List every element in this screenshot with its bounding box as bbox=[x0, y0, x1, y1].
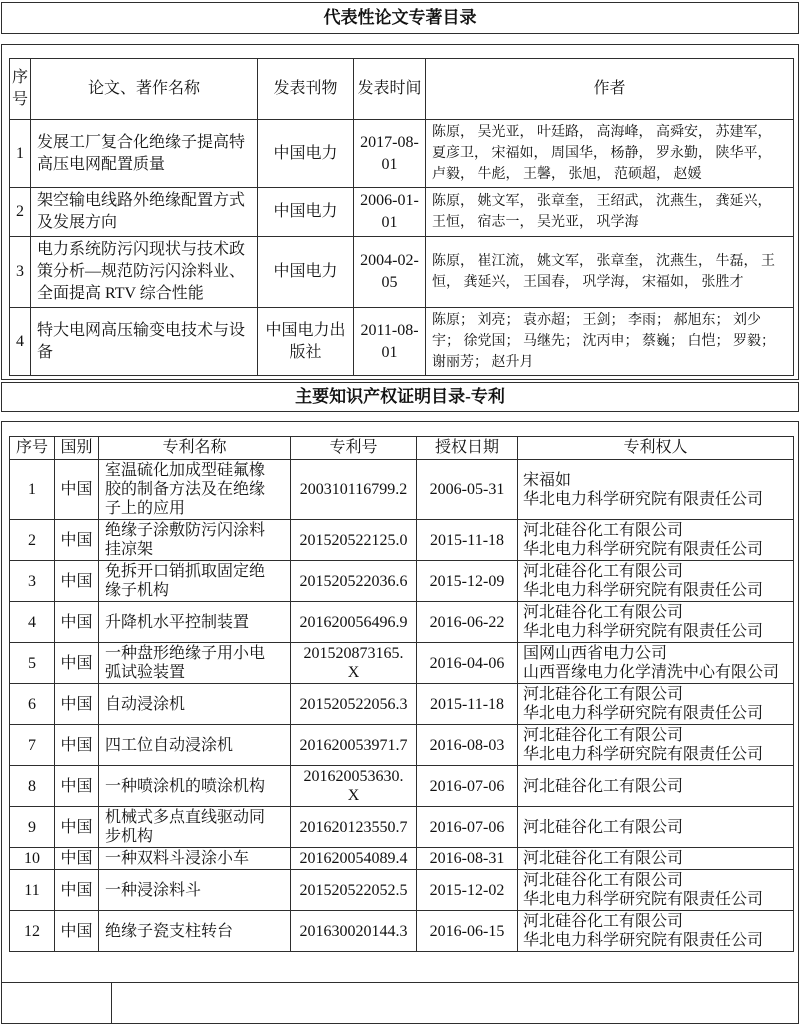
patent-date-cell: 2015-11-18 bbox=[417, 520, 518, 561]
patent-no-cell: 8 bbox=[10, 766, 55, 807]
patent-owner-cell: 河北硅谷化工有限公司 华北电力科学研究院有限责任公司 bbox=[518, 725, 794, 766]
patent-no-cell: 9 bbox=[10, 807, 55, 848]
papers-table-body bbox=[10, 120, 794, 376]
patent-date-cell: 2016-08-31 bbox=[417, 848, 518, 870]
patent-date-cell: 2016-06-22 bbox=[417, 602, 518, 643]
patent-name-cell: 四工位自动浸涂机 bbox=[99, 725, 291, 766]
patent-date-cell: 2006-05-31 bbox=[417, 460, 518, 520]
paper-authors-cell: 陈原； 刘亮； 袁亦超； 王剑； 李雨； 郝旭东； 刘少宇； 徐党国； 马继先； 沈丙申； 蔡巍； 白恺； 罗毅； 谢丽芳； 赵升月 bbox=[426, 308, 794, 376]
patent-name-cell: 机械式多点直线驱动同步机构 bbox=[99, 807, 291, 848]
patent-number-cell: 201520522052.5 bbox=[291, 870, 417, 911]
patent-date-cell: 2015-12-09 bbox=[417, 561, 518, 602]
patent-owner-cell: 河北硅谷化工有限公司 华北电力科学研究院有限责任公司 bbox=[518, 684, 794, 725]
patents-table bbox=[9, 436, 794, 952]
paper-authors-cell: 陈原， 崔江流， 姚文军， 张章奎， 沈燕生， 牛磊， 王恒， 龚延兴， 王国春， 巩学海， 宋福如， 张胜才 bbox=[426, 237, 794, 308]
patent-country-cell: 中国 bbox=[55, 911, 99, 952]
patent-date-cell: 2016-07-06 bbox=[417, 766, 518, 807]
patent-date-cell: 2015-11-18 bbox=[417, 684, 518, 725]
patent-number-cell: 201520522125.0 bbox=[291, 520, 417, 561]
next-section-partial-box bbox=[1, 982, 799, 1024]
patent-name-cell: 一种浸涂料斗 bbox=[99, 870, 291, 911]
patents-section-title-box bbox=[1, 382, 799, 412]
patent-country-cell: 中国 bbox=[55, 684, 99, 725]
paper-journal-cell: 中国电力 bbox=[258, 188, 354, 237]
patent-date-cell: 2016-08-03 bbox=[417, 725, 518, 766]
patent-no-cell: 11 bbox=[10, 870, 55, 911]
col-header-paper-authors: 作者 bbox=[426, 59, 794, 120]
patent-owner-cell: 河北硅谷化工有限公司 华北电力科学研究院有限责任公司 bbox=[518, 602, 794, 643]
paper-authors-cell: 陈原， 姚文军， 张章奎， 王绍武， 沈燕生， 龚延兴， 王恒， 宿志一， 吴光亚， 巩学海 bbox=[426, 188, 794, 237]
patent-owner-cell: 宋福如 华北电力科学研究院有限责任公司 bbox=[518, 460, 794, 520]
patent-name-cell: 绝缘子涂敷防污闪涂料挂凉架 bbox=[99, 520, 291, 561]
patent-table-row bbox=[10, 684, 794, 725]
col-header-patent-owner: 专利权人 bbox=[518, 437, 794, 460]
patent-name-cell: 一种盘形绝缘子用小电弧试验装置 bbox=[99, 643, 291, 684]
patent-name-cell: 一种喷涂机的喷涂机构 bbox=[99, 766, 291, 807]
col-header-paper-title: 论文、著作名称 bbox=[31, 59, 258, 120]
patent-number-cell: 201520522036.6 bbox=[291, 561, 417, 602]
paper-title-cell: 特大电网高压输变电技术与设备 bbox=[31, 308, 258, 376]
paper-date-cell: 2004-02-05 bbox=[354, 237, 426, 308]
patent-number-cell: 200310116799.2 bbox=[291, 460, 417, 520]
patents-table-header bbox=[10, 437, 794, 460]
patent-number-cell: 201520522056.3 bbox=[291, 684, 417, 725]
patent-number-cell: 201620054089.4 bbox=[291, 848, 417, 870]
paper-date-cell: 2011-08-01 bbox=[354, 308, 426, 376]
patent-table-row bbox=[10, 460, 794, 520]
papers-section-title-box bbox=[1, 2, 799, 34]
patent-no-cell: 2 bbox=[10, 520, 55, 561]
patent-table-row bbox=[10, 870, 794, 911]
patent-name-cell: 绝缘子瓷支柱转台 bbox=[99, 911, 291, 952]
col-header-patent-date: 授权日期 bbox=[417, 437, 518, 460]
patent-country-cell: 中国 bbox=[55, 460, 99, 520]
paper-no-cell: 3 bbox=[10, 237, 31, 308]
patent-table-row bbox=[10, 848, 794, 870]
paper-no-cell: 2 bbox=[10, 188, 31, 237]
patent-country-cell: 中国 bbox=[55, 870, 99, 911]
patent-table-row bbox=[10, 520, 794, 561]
col-header-paper-no: 序号 bbox=[10, 59, 31, 120]
patent-owner-cell: 河北硅谷化工有限公司 华北电力科学研究院有限责任公司 bbox=[518, 561, 794, 602]
patent-table-row bbox=[10, 807, 794, 848]
paper-title-cell: 电力系统防污闪现状与技术政策分析—规范防污闪涂料业、全面提高 RTV 综合性能 bbox=[31, 237, 258, 308]
patent-no-cell: 1 bbox=[10, 460, 55, 520]
patent-no-cell: 12 bbox=[10, 911, 55, 952]
paper-date-cell: 2006-01-01 bbox=[354, 188, 426, 237]
patent-table-row bbox=[10, 643, 794, 684]
patent-number-cell: 201630020144.3 bbox=[291, 911, 417, 952]
paper-date-cell: 2017-08-01 bbox=[354, 120, 426, 188]
paper-no-cell: 1 bbox=[10, 120, 31, 188]
patent-date-cell: 2015-12-02 bbox=[417, 870, 518, 911]
patent-number-cell: 201620053971.7 bbox=[291, 725, 417, 766]
col-header-patent-country: 国别 bbox=[55, 437, 99, 460]
patent-no-cell: 10 bbox=[10, 848, 55, 870]
paper-table-row bbox=[10, 237, 794, 308]
patent-no-cell: 5 bbox=[10, 643, 55, 684]
patent-name-cell: 室温硫化加成型硅氟橡胶的制备方法及在绝缘子上的应用 bbox=[99, 460, 291, 520]
patent-name-cell: 免拆开口销抓取固定绝缘子机构 bbox=[99, 561, 291, 602]
patent-number-cell: 201620123550.7 bbox=[291, 807, 417, 848]
patent-country-cell: 中国 bbox=[55, 807, 99, 848]
col-header-patent-number: 专利号 bbox=[291, 437, 417, 460]
patent-country-cell: 中国 bbox=[55, 561, 99, 602]
patent-country-cell: 中国 bbox=[55, 602, 99, 643]
patent-date-cell: 2016-07-06 bbox=[417, 807, 518, 848]
patent-name-cell: 自动浸涂机 bbox=[99, 684, 291, 725]
patent-country-cell: 中国 bbox=[55, 848, 99, 870]
papers-section-box bbox=[1, 44, 799, 380]
papers-section-title: 代表性论文专著目录 bbox=[323, 8, 477, 27]
patent-no-cell: 6 bbox=[10, 684, 55, 725]
patents-header-row bbox=[10, 437, 794, 460]
patent-owner-cell: 河北硅谷化工有限公司 bbox=[518, 848, 794, 870]
papers-table-header bbox=[10, 59, 794, 120]
paper-table-row bbox=[10, 188, 794, 237]
papers-header-row bbox=[10, 59, 794, 120]
paper-table-row bbox=[10, 120, 794, 188]
patent-owner-cell: 河北硅谷化工有限公司 华北电力科学研究院有限责任公司 bbox=[518, 870, 794, 911]
col-header-patent-name: 专利名称 bbox=[99, 437, 291, 460]
patent-name-cell: 升降机水平控制装置 bbox=[99, 602, 291, 643]
patent-table-row bbox=[10, 561, 794, 602]
patent-table-row bbox=[10, 766, 794, 807]
patents-section-box bbox=[1, 421, 799, 983]
patent-owner-cell: 河北硅谷化工有限公司 华北电力科学研究院有限责任公司 bbox=[518, 911, 794, 952]
paper-authors-cell: 陈原， 吴光亚， 叶廷路， 高海峰， 高舜安， 苏建军， 夏彦卫， 宋福如， 周国华， 杨静， 罗永勤， 陕华平， 卢毅， 牛彪， 王馨， 张旭， 范硕超， 赵媛 bbox=[426, 120, 794, 188]
patent-country-cell: 中国 bbox=[55, 725, 99, 766]
paper-title-cell: 发展工厂复合化绝缘子提高特高压电网配置质量 bbox=[31, 120, 258, 188]
patent-country-cell: 中国 bbox=[55, 643, 99, 684]
patent-table-row bbox=[10, 911, 794, 952]
col-header-paper-date: 发表时间 bbox=[354, 59, 426, 120]
patent-owner-cell: 国网山西省电力公司 山西晋缘电力化学清洗中心有限公司 bbox=[518, 643, 794, 684]
col-header-patent-no: 序号 bbox=[10, 437, 55, 460]
patent-date-cell: 2016-06-15 bbox=[417, 911, 518, 952]
paper-journal-cell: 中国电力 bbox=[258, 237, 354, 308]
patent-no-cell: 3 bbox=[10, 561, 55, 602]
patents-section-title: 主要知识产权证明目录-专利 bbox=[295, 387, 505, 406]
patent-name-cell: 一种双料斗浸涂小车 bbox=[99, 848, 291, 870]
patent-number-cell: 201620053630.X bbox=[291, 766, 417, 807]
paper-no-cell: 4 bbox=[10, 308, 31, 376]
paper-title-cell: 架空输电线路外绝缘配置方式及发展方向 bbox=[31, 188, 258, 237]
papers-table bbox=[9, 58, 794, 376]
patent-country-cell: 中国 bbox=[55, 520, 99, 561]
paper-journal-cell: 中国电力出版社 bbox=[258, 308, 354, 376]
patent-owner-cell: 河北硅谷化工有限公司 bbox=[518, 807, 794, 848]
patent-number-cell: 201520873165.X bbox=[291, 643, 417, 684]
patent-no-cell: 7 bbox=[10, 725, 55, 766]
next-section-column-divider bbox=[111, 983, 112, 1023]
patent-owner-cell: 河北硅谷化工有限公司 bbox=[518, 766, 794, 807]
col-header-paper-journal: 发表刊物 bbox=[258, 59, 354, 120]
paper-table-row bbox=[10, 308, 794, 376]
patent-number-cell: 201620056496.9 bbox=[291, 602, 417, 643]
patent-no-cell: 4 bbox=[10, 602, 55, 643]
patent-table-row bbox=[10, 725, 794, 766]
patent-table-row bbox=[10, 602, 794, 643]
patent-country-cell: 中国 bbox=[55, 766, 99, 807]
patents-table-body bbox=[10, 460, 794, 952]
patent-date-cell: 2016-04-06 bbox=[417, 643, 518, 684]
patent-owner-cell: 河北硅谷化工有限公司 华北电力科学研究院有限责任公司 bbox=[518, 520, 794, 561]
paper-journal-cell: 中国电力 bbox=[258, 120, 354, 188]
